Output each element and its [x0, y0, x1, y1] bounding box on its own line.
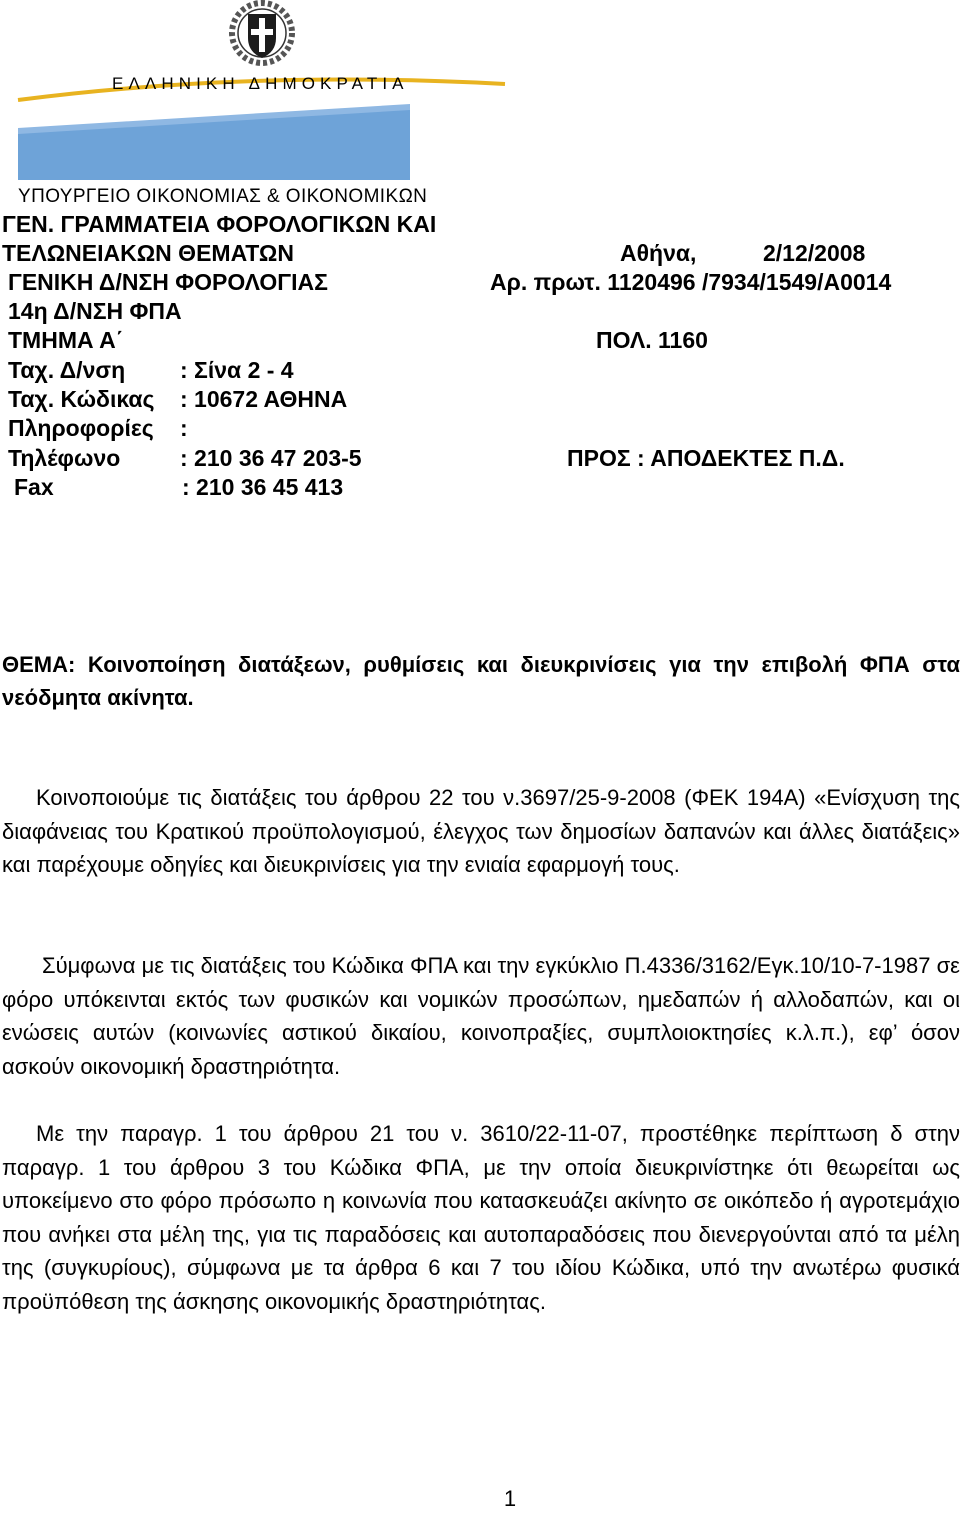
phone-label: Τηλέφωνο	[8, 445, 121, 471]
subject: ΘΕΜΑ: Κοινοποίηση διατάξεων, ρυθμίσεις και διευκρινίσεις για την επιβολή ΦΠΑ στα νεόδμητα ακίνητα.	[2, 652, 960, 710]
info-value: :	[180, 415, 188, 441]
coat-of-arms-icon	[0, 0, 520, 212]
phone-value: : 210 36 47 203-5	[180, 445, 362, 471]
sender-line-1: ΓΕΝ. ΓΡΑΜΜΑΤΕΙΑ ΦΟΡΟΛΟΓΙΚΩΝ ΚΑΙ	[2, 211, 437, 237]
fax-value: : 210 36 45 413	[182, 474, 344, 500]
sender-line-3: ΓΕΝΙΚΗ Δ/ΝΣΗ ΦΟΡΟΛΟΓΙΑΣ	[8, 269, 328, 295]
fax-label: Fax	[14, 474, 54, 500]
postcode-label: Ταχ. Κώδικας	[8, 386, 155, 412]
page-number: 1	[503, 1486, 517, 1511]
paragraph-3: Με την παραγρ. 1 του άρθρου 21 του ν. 3610/22-11-07, προστέθηκε περίπτωση δ στην παραγρ. 1 του άρθρου 3 του Κώδικα ΦΠΑ, με την οποία διευκρινίστηκε ότι θεωρείται ως υποκείμενο στο φόρο πρόσωπο η κοινωνία που κατασκευάζει ακίνητο σε οικόπεδο ή αγροτεμάχιο που ανήκει στα μέλη της, για τις παραδόσεις και αυτοπαραδόσεις που διενεργούνται από τα μέλη της (συγκυρίους), σύμφωνα με τα άρθρα 6 και 7 του ιδίου Κώδικα, υπό την ανωτέρω φυσικά προϋπόθεση της άσκησης οικονομικής δραστηριότητας.	[2, 1121, 960, 1314]
pol-number: ΠΟΛ. 1160	[596, 327, 708, 353]
postcode-value: : 10672 ΑΘΗΝΑ	[180, 386, 348, 412]
ministry-logo	[0, 0, 520, 212]
address-value: : Σίνα 2 - 4	[180, 357, 294, 383]
document-date: 2/12/2008	[763, 240, 866, 266]
sender-line-5: ΤΜΗΜΑ Α΄	[8, 327, 124, 353]
recipients: ΠΡΟΣ : ΑΠΟΔΕΚΤΕΣ Π.Δ.	[567, 445, 845, 471]
protocol-number: Αρ. πρωτ. 1120496 /7934/1549/Α0014	[490, 269, 892, 295]
sender-line-4: 14η Δ/ΝΣΗ ΦΠΑ	[8, 298, 182, 324]
sender-line-2: ΤΕΛΩΝΕΙΑΚΩΝ ΘΕΜΑΤΩΝ	[2, 240, 294, 266]
paragraph-2: Σύμφωνα με τις διατάξεις του Κώδικα ΦΠΑ και την εγκύκλιο Π.4336/3162/Εγκ.10/10-7-1987 σε φόρο υπόκεινται εκτός των φυσικών και νομικών προσώπων, ημεδαπών ή αλλοδαπών, και οι ενώσεις αυτών (κοινωνίες αστικού δικαίου, κοινοπραξίες, συμπλοιοκτησίες κ.λ.π.), εφ’ όσον ασκούν οικονομική δραστηριότητα.	[2, 953, 960, 1079]
address-label: Ταχ. Δ/νση	[8, 357, 126, 383]
logo-country-text: ΕΛΛΗΝΙΚΗ ΔΗΜΟΚΡΑΤΙΑ	[112, 74, 409, 93]
place: Αθήνα,	[620, 240, 697, 266]
logo-ministry-text: ΥΠΟΥΡΓΕΙΟ ΟΙΚΟΝΟΜΙΑΣ & ΟΙΚΟΝΟΜΙΚΩΝ	[18, 186, 428, 207]
info-label: Πληροφορίες	[8, 415, 154, 441]
paragraph-1: Κοινοποιούμε τις διατάξεις του άρθρου 22 του ν.3697/25-9-2008 (ΦΕΚ 194Α) «Ενίσχυση της διαφάνειας του Κρατικού προϋπολογισμού, έλεγχος των δημοσίων δαπανών και άλλες διατάξεις» και παρέχουμε οδηγίες και διευκρινίσεις για την ενιαία εφαρμογή τους.	[2, 785, 960, 878]
